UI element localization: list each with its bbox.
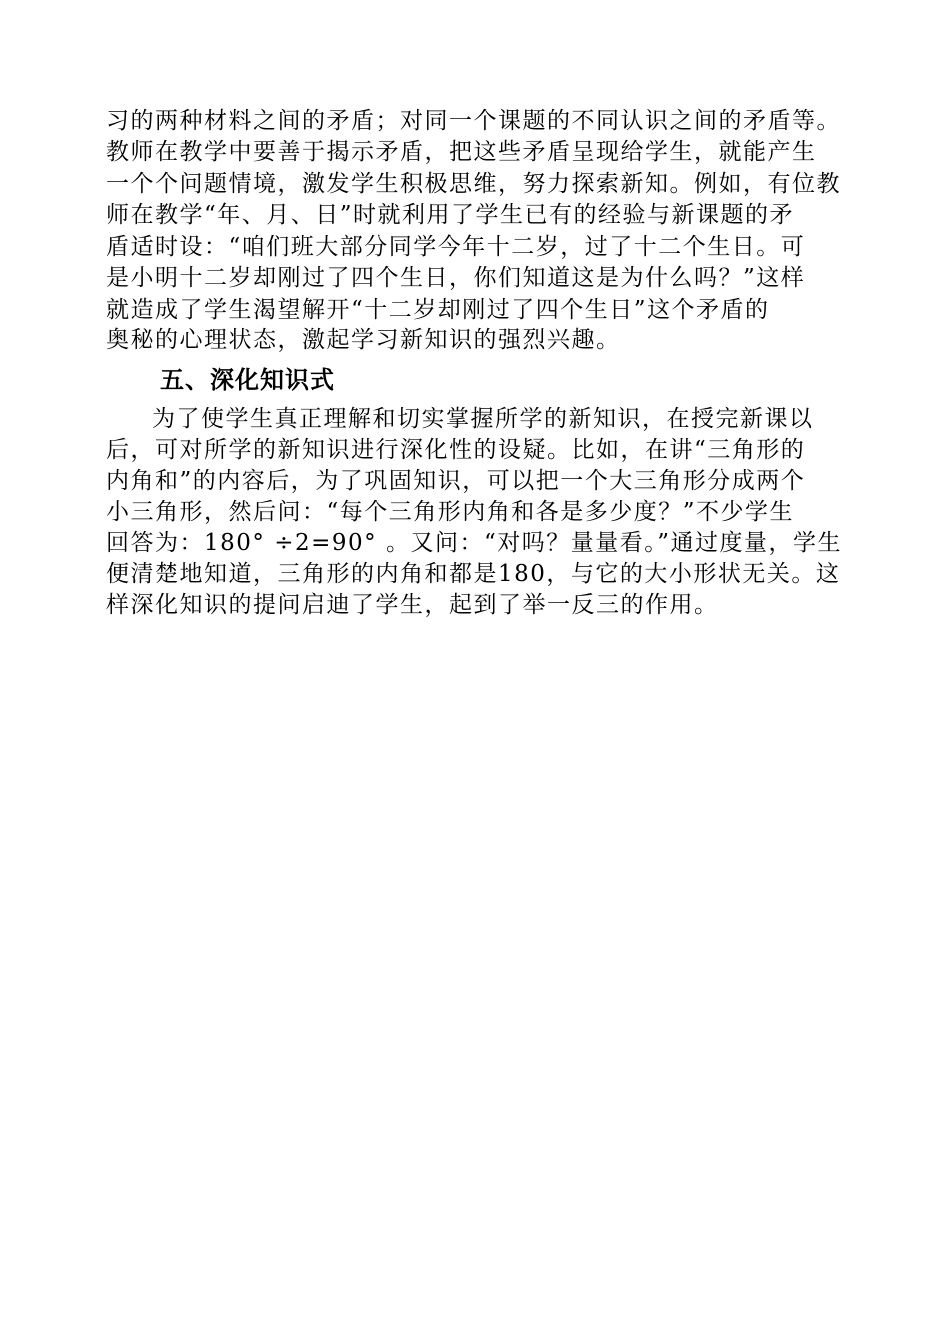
paragraph-2-line-1: 为了使学生真正理解和切实掌握所学的新知识，在授完新课以 xyxy=(152,406,814,432)
paragraph-1-line-6: 是小明十二岁却刚过了四个生日，你们知道这是为什么吗？”这样 xyxy=(106,265,806,291)
paragraph-1-line-7: 就造成了学生渴望解开“十二岁却刚过了四个生日”这个矛盾的 xyxy=(106,297,770,323)
paragraph-1-line-3: 一个个问题情境，激发学生积极思维，努力探索新知。例如，有位教 xyxy=(106,171,841,197)
paragraph-1-line-1: 习的两种材料之间的矛盾；对同一个课题的不同认识之间的矛盾等。 xyxy=(106,108,841,134)
paragraph-1-line-4: 师在教学“年、月、日”时就利用了学生已有的经验与新课题的矛 xyxy=(106,202,795,228)
section-heading: 五、深化知识式 xyxy=(160,366,335,394)
paragraph-2-line-5: 回答为：180° ÷2=90° 。又问：“对吗？量量看。”通过度量，学生 xyxy=(106,530,842,556)
paragraph-1-line-5: 盾适时设：“咱们班大部分同学今年十二岁，过了十二个生日。可 xyxy=(106,234,806,260)
paragraph-2-line-3: 内角和”的内容后，为了巩固知识，可以把一个大三角形分成两个 xyxy=(106,468,806,494)
paragraph-2-line-7: 样深化知识的提问启迪了学生，起到了举一反三的作用。 xyxy=(106,592,719,618)
paragraph-2-line-4: 小三角形，然后问：“每个三角形内角和各是多少度？”不少学生 xyxy=(106,499,795,525)
paragraph-2-line-6: 便清楚地知道，三角形的内角和都是180，与它的大小形状无关。这 xyxy=(106,561,841,587)
paragraph-1-line-2: 教师在教学中要善于揭示矛盾，把这些矛盾呈现给学生，就能产生 xyxy=(106,139,817,165)
paragraph-2-line-2: 后，可对所学的新知识进行深化性的设疑。比如，在讲“三角形的 xyxy=(106,437,806,463)
paragraph-1-line-8: 奥秘的心理状态，激起学习新知识的强烈兴趣。 xyxy=(106,327,621,353)
